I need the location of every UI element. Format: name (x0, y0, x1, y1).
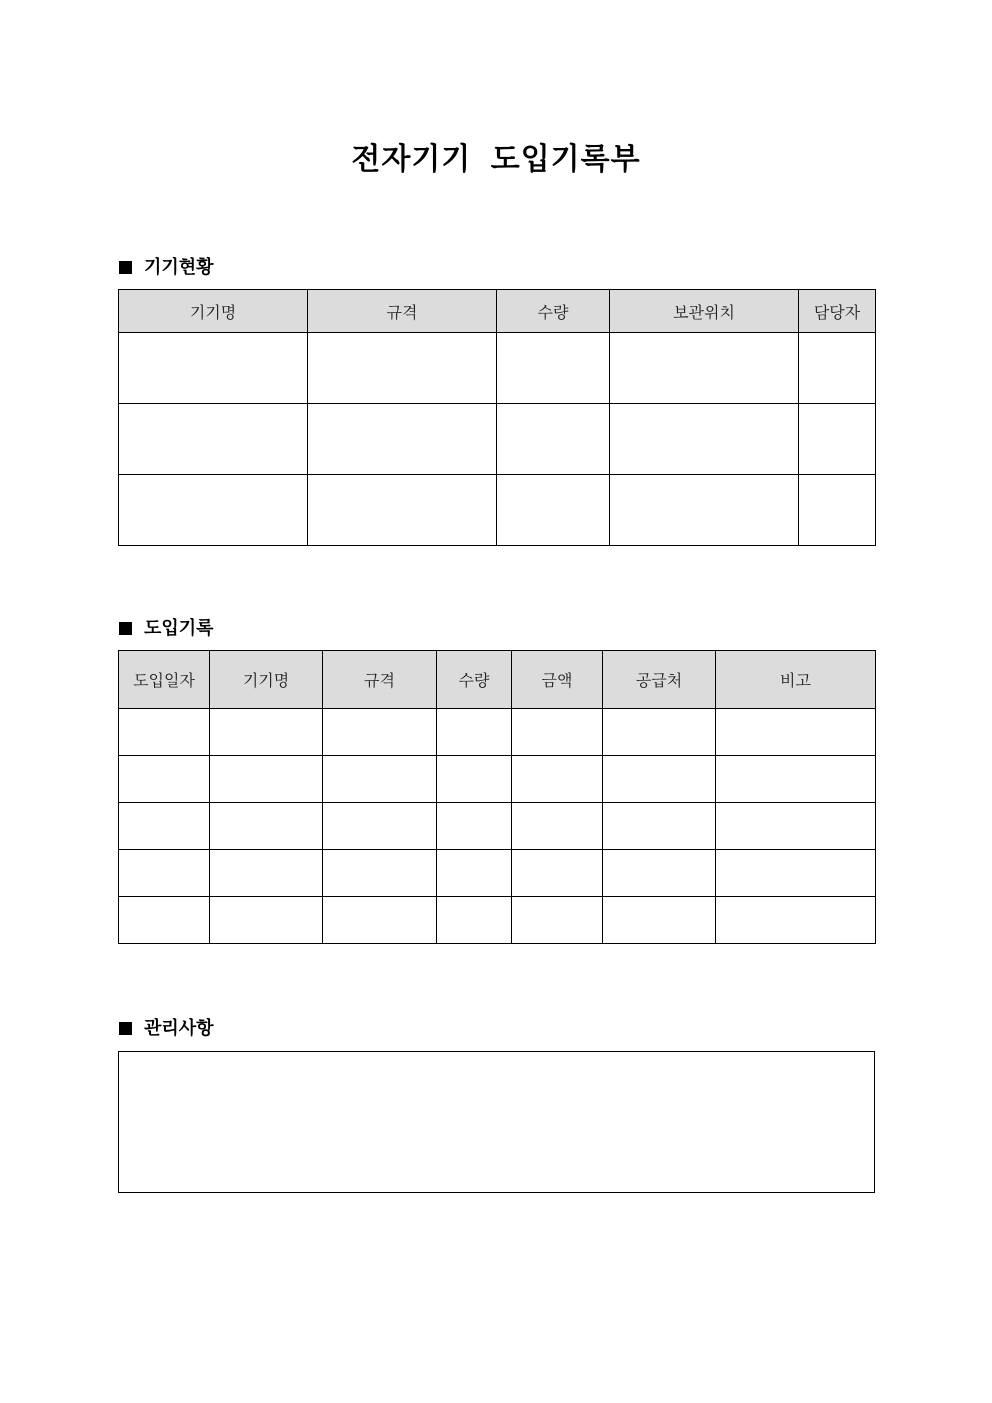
cell[interactable] (497, 475, 610, 546)
cell[interactable] (716, 756, 876, 803)
square-bullet-icon (119, 1022, 132, 1035)
table-header-row (119, 651, 876, 709)
cell[interactable] (119, 475, 308, 546)
col-header: 규격 (323, 651, 437, 709)
cell[interactable] (610, 404, 799, 475)
cell[interactable] (119, 850, 210, 897)
cell[interactable] (512, 803, 603, 850)
table-row (119, 897, 876, 944)
section-heading-status (119, 253, 214, 279)
col-header: 비고 (716, 651, 876, 709)
col-header: 기기명 (119, 290, 308, 333)
col-header: 기기명 (210, 651, 323, 709)
cell[interactable] (210, 850, 323, 897)
table-row (119, 333, 876, 404)
square-bullet-icon (119, 261, 132, 274)
cell[interactable] (119, 897, 210, 944)
cell[interactable] (603, 897, 716, 944)
cell[interactable] (512, 850, 603, 897)
cell[interactable] (119, 756, 210, 803)
cell[interactable] (437, 709, 512, 756)
page-title: 전자기기 도입기록부 (351, 142, 641, 177)
cell[interactable] (308, 333, 497, 404)
table-header-row (119, 290, 876, 333)
cell[interactable] (119, 333, 308, 404)
cell[interactable] (610, 475, 799, 546)
cell[interactable] (437, 756, 512, 803)
cell[interactable] (323, 850, 437, 897)
heading-text: 도입기록 (144, 618, 214, 639)
cell[interactable] (799, 404, 876, 475)
cell[interactable] (512, 709, 603, 756)
cell[interactable] (603, 709, 716, 756)
cell[interactable] (437, 803, 512, 850)
col-header: 수량 (497, 290, 610, 333)
table-row (119, 404, 876, 475)
col-header: 규격 (308, 290, 497, 333)
heading-text: 기기현황 (144, 257, 214, 278)
cell[interactable] (210, 897, 323, 944)
col-header: 보관위치 (610, 290, 799, 333)
square-bullet-icon (119, 622, 132, 635)
col-header: 담당자 (799, 290, 876, 333)
cell[interactable] (716, 850, 876, 897)
cell[interactable] (716, 709, 876, 756)
cell[interactable] (799, 475, 876, 546)
cell[interactable] (210, 709, 323, 756)
intro-table (118, 650, 876, 944)
cell[interactable] (119, 404, 308, 475)
col-header: 도입일자 (119, 651, 210, 709)
table-row (119, 475, 876, 546)
cell[interactable] (497, 333, 610, 404)
cell[interactable] (716, 897, 876, 944)
cell[interactable] (799, 333, 876, 404)
col-header: 수량 (437, 651, 512, 709)
cell[interactable] (497, 404, 610, 475)
cell[interactable] (512, 756, 603, 803)
notes-box[interactable] (118, 1051, 875, 1193)
cell[interactable] (210, 756, 323, 803)
status-table (118, 289, 876, 546)
cell[interactable] (603, 850, 716, 897)
cell[interactable] (323, 803, 437, 850)
cell[interactable] (308, 475, 497, 546)
table-row (119, 803, 876, 850)
cell[interactable] (512, 897, 603, 944)
cell[interactable] (603, 756, 716, 803)
section-heading-intro (119, 614, 214, 640)
col-header: 공급처 (603, 651, 716, 709)
cell[interactable] (323, 709, 437, 756)
heading-text: 관리사항 (144, 1018, 214, 1039)
cell[interactable] (323, 897, 437, 944)
cell[interactable] (308, 404, 497, 475)
section-heading-notes (119, 1014, 214, 1040)
cell[interactable] (323, 756, 437, 803)
table-row (119, 850, 876, 897)
table-row (119, 709, 876, 756)
cell[interactable] (716, 803, 876, 850)
table-row (119, 756, 876, 803)
cell[interactable] (610, 333, 799, 404)
cell[interactable] (437, 850, 512, 897)
cell[interactable] (119, 709, 210, 756)
cell[interactable] (119, 803, 210, 850)
cell[interactable] (210, 803, 323, 850)
cell[interactable] (437, 897, 512, 944)
cell[interactable] (603, 803, 716, 850)
col-header: 금액 (512, 651, 603, 709)
